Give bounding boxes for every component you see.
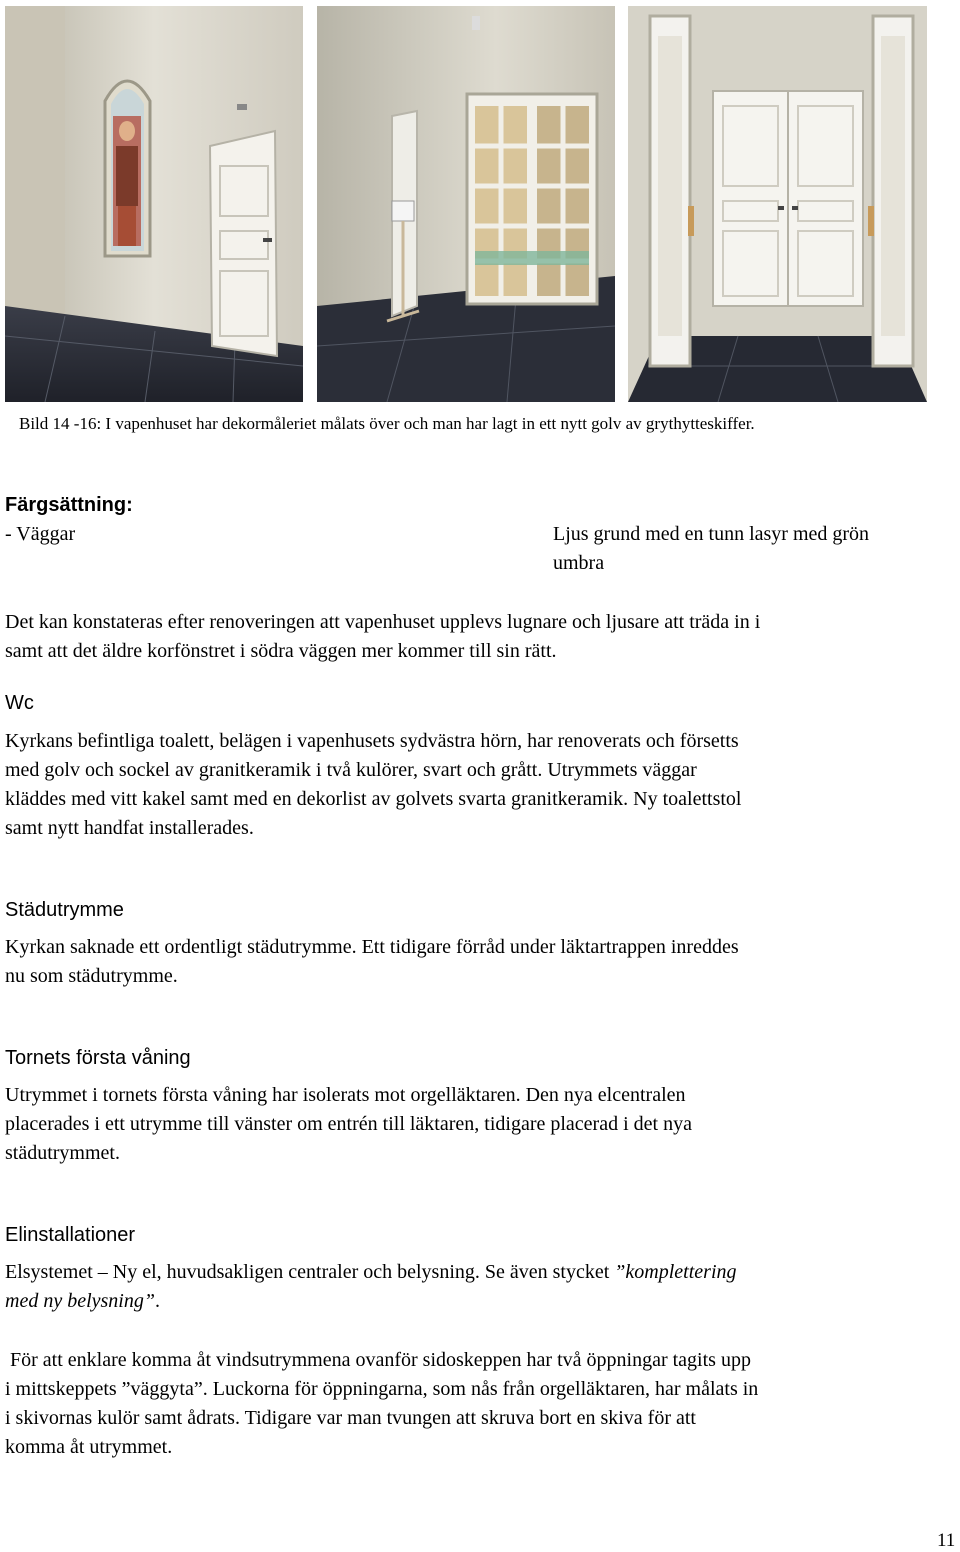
colors-item-label: - Väggar (5, 523, 76, 545)
page-number: 11 (937, 1530, 956, 1551)
wc-paragraph-line1: Kyrkans befintliga toalett, belägen i vapenhusets sydvästra hörn, har renoverats och försetts (5, 730, 739, 752)
colors-heading: Färgsättning: (5, 494, 133, 516)
church-porch-door-photo (5, 6, 303, 402)
el-paragraph-line2-end: . (154, 1290, 160, 1312)
vind-paragraph-line4: komma åt utrymmet. (5, 1436, 173, 1458)
stadutrymme-paragraph-line2: nu som städutrymme. (5, 965, 178, 987)
colors-item-value-line1: Ljus grund med en tunn lasyr med grön (553, 523, 870, 545)
church-double-doors-photo (628, 6, 927, 402)
vind-paragraph-line2: i mittskeppets ”väggyta”. Luckorna för öppningarna, som nås från orgelläktaren, har målats in (5, 1378, 759, 1400)
tornet-paragraph-line3: städutrymmet. (5, 1142, 120, 1164)
wc-paragraph-line4: samt nytt handfat installerades. (5, 817, 254, 839)
stadutrymme-paragraph-line1: Kyrkan saknade ett ordentligt städutrymme. Ett tidigare förråd under läktartrappen inreddes (5, 936, 739, 958)
el-paragraph-line2 (5, 1287, 160, 1316)
wc-paragraph-line3: kläddes med vitt kakel samt med en dekorlist av golvets svarta granitkeramik. Ny toalettstol (5, 788, 742, 810)
el-paragraph-line1-text: Elsystemet – Ny el, huvudsakligen centraler och belysning. Se även stycket (5, 1261, 615, 1283)
wc-heading: Wc (5, 692, 34, 714)
colors-item-value-line2: umbra (553, 552, 605, 574)
photo-caption: Bild 14 -16: I vapenhuset har dekormåleriet målats över och man har lagt in ett nytt golv av grythytteskiffer. (19, 414, 755, 433)
wc-paragraph-line2: med golv och sockel av granitkeramik i två kulörer, svart och grått. Utrymmets väggar (5, 759, 697, 781)
vind-paragraph-line3: i skivornas kulör samt ådrats. Tidigare var man tvungen att skruva bort en skiva för att (5, 1407, 696, 1429)
vind-paragraph-line1: För att enklare komma åt vindsutrymmena ovanför sidoskeppen har två öppningar tagits upp (5, 1349, 751, 1371)
el-paragraph-line1 (5, 1258, 737, 1287)
el-paragraph-line2-italic: med ny belysning” (5, 1290, 155, 1312)
tornet-heading: Tornets första våning (5, 1047, 191, 1069)
stadutrymme-heading: Städutrymme (5, 899, 124, 921)
el-paragraph-line1-italic: ”komplettering (614, 1261, 737, 1283)
tornet-paragraph-line2: placerades i ett utrymme till vänster om entrén till läktaren, tidigare placerad i det nya (5, 1113, 692, 1135)
el-heading: Elinstallationer (5, 1224, 136, 1246)
church-glass-doors-photo (317, 6, 615, 402)
renovation-paragraph-line1: Det kan konstateras efter renoveringen att vapenhuset upplevs lugnare och ljusare att träda in i (5, 611, 761, 633)
tornet-paragraph-line1: Utrymmet i tornets första våning har isolerats mot orgelläktaren. Den nya elcentralen (5, 1084, 686, 1106)
renovation-paragraph-line2: samt att det äldre korfönstret i södra väggen mer kommer till sin rätt. (5, 640, 557, 662)
